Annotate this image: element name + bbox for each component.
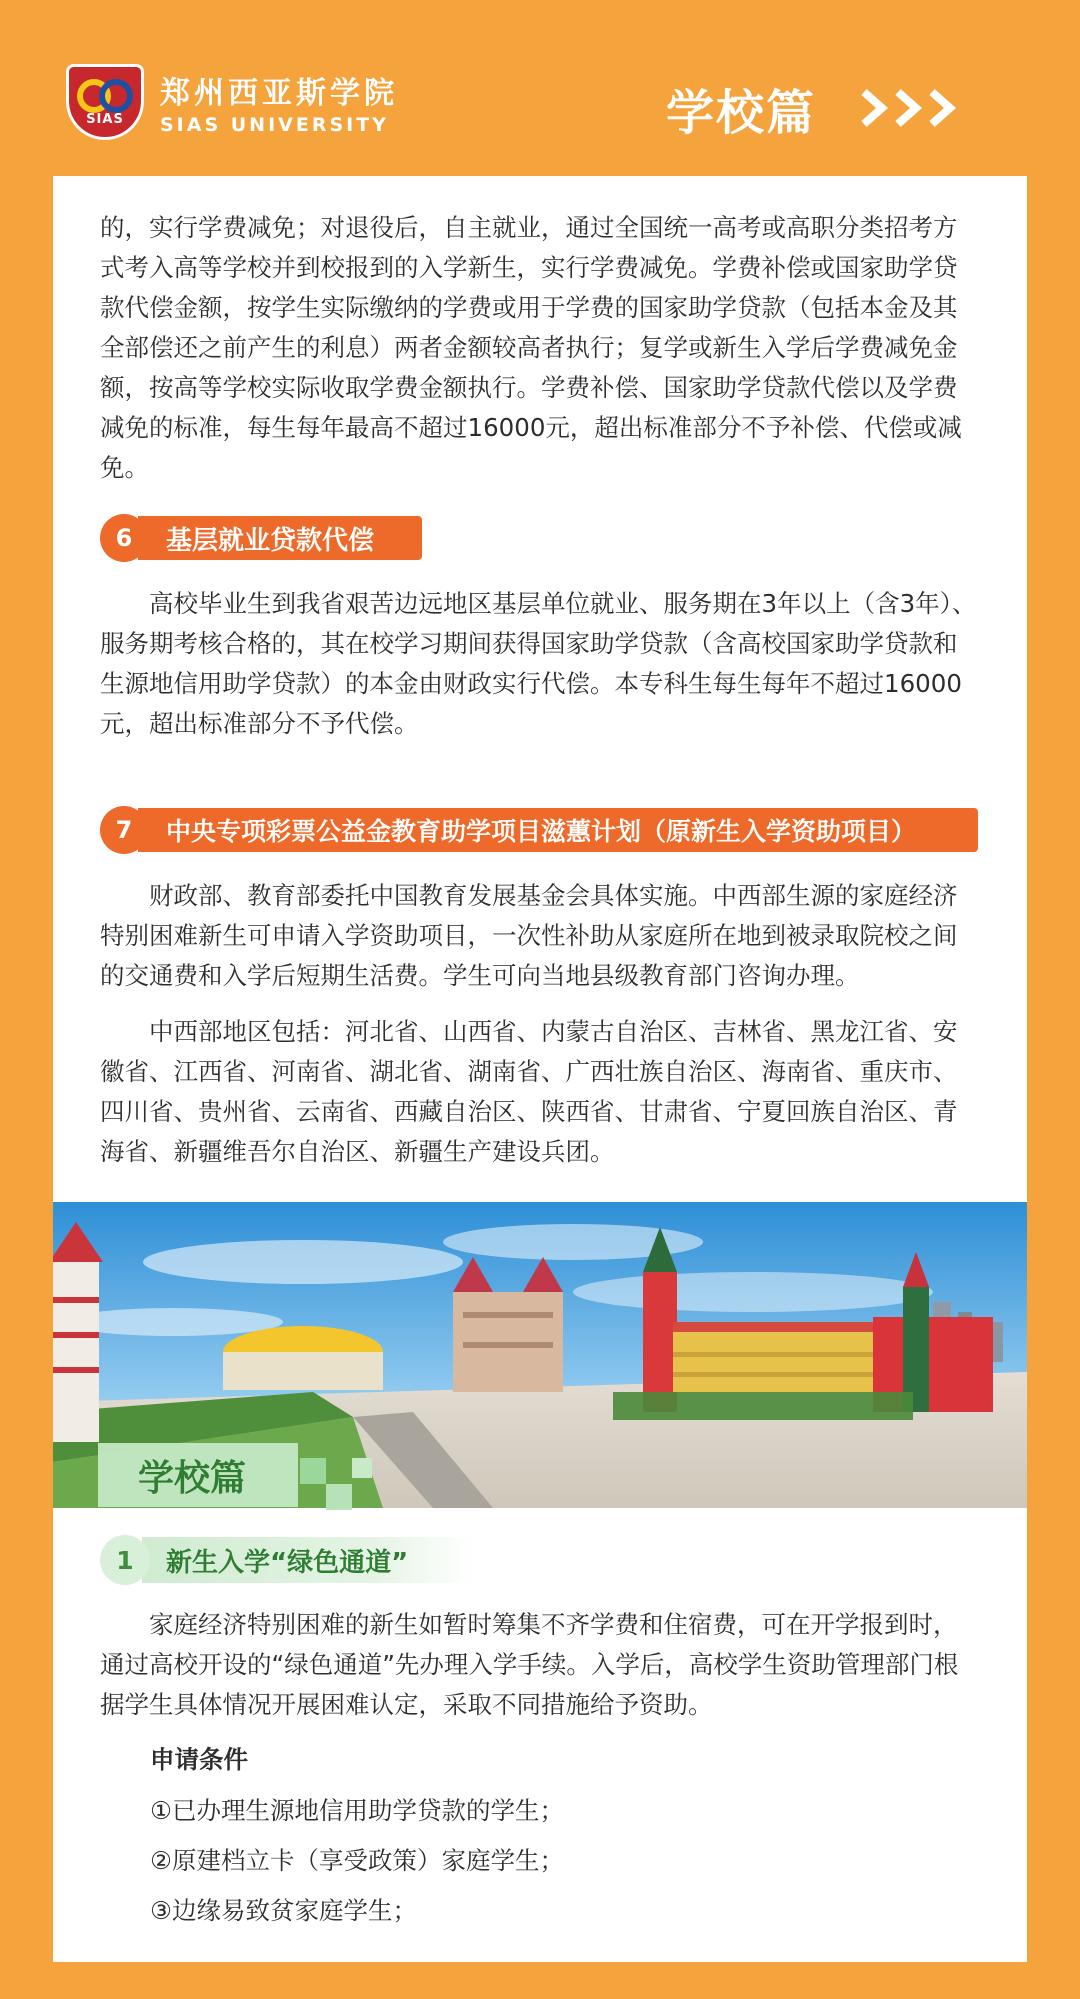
page-title: 学校篇 bbox=[666, 85, 817, 141]
school-name-cn: 郑州西亚斯学院 bbox=[160, 76, 398, 111]
decor-pixel bbox=[326, 1484, 352, 1510]
section-number: 7 bbox=[100, 806, 148, 854]
page-header bbox=[0, 0, 1080, 178]
sias-emblem-icon bbox=[66, 64, 144, 140]
conditions-title: 申请条件 bbox=[150, 1745, 248, 1774]
triple-chevron-right-icon bbox=[860, 86, 970, 134]
intro-paragraph: 的，实行学费减免；对退役后，自主就业，通过全国统一高考或高职分类招考方式考入高等学校并到校报到的入学新生，实行学费减免。学费补偿或国家助学贷款代偿金额，按学生实际缴纳的学费或用于学费的国家助学贷款（包括本金及其全部偿还之前产生的利息）两者金额较高者执行；复学或新生入学后学费减免金额，按高等学校实际收取学费金额执行。学费补偿、国家助学贷款代偿以及学费减免的标准，每生每年最高不超过16000元，超出标准部分不予补偿、代偿或减免。 bbox=[100, 213, 962, 482]
section-number: 1 bbox=[100, 1535, 150, 1585]
decor-pixel bbox=[300, 1458, 326, 1484]
school-logo bbox=[66, 64, 398, 140]
section-7-paragraph-2: 中西部地区包括：河北省、山西省、内蒙古自治区、吉林省、黑龙江省、安徽省、江西省、河南省、湖北省、湖南省、广西壮族自治区、海南省、重庆市、四川省、贵州省、云南省、西藏自治区、陕西省、甘肃省、宁夏回族自治区、青海省、新疆维吾尔自治区、新疆生产建设兵团。 bbox=[100, 1017, 958, 1166]
condition-item: ③边缘易致贫家庭学生； bbox=[150, 1896, 417, 1925]
section-6-paragraph: 高校毕业生到我省艰苦边远地区基层单位就业、服务期在3年以上（含3年）、服务期考核合格的，其在校学习期间获得国家助学贷款（含高校国家助学贷款和生源地信用助学贷款）的本金由财政实行代偿。本专科生每生每年不超过16000元，超出标准部分不予代偿。 bbox=[100, 589, 977, 738]
section-7-heading bbox=[100, 807, 978, 853]
green-channel-heading bbox=[100, 1535, 474, 1585]
emblem-text: SIAS bbox=[86, 112, 124, 127]
green-channel-paragraph: 家庭经济特别困难的新生如暂时筹集不齐学费和住宿费，可在开学报到时，通过高校开设的“绿色通道”先办理入学手续。入学后，高校学生资助管理部门根据学生具体情况开展困难认定，采取不同措施给予资助。 bbox=[100, 1610, 959, 1719]
school-name-en: SIAS UNIVERSITY bbox=[160, 114, 389, 136]
section-6-heading bbox=[100, 515, 422, 561]
section-title: 中央专项彩票公益金教育助学项目滋蕙计划（原新生入学资助项目） bbox=[138, 808, 978, 852]
section-number: 6 bbox=[100, 514, 148, 562]
section-title: 新生入学“绿色通道” bbox=[142, 1537, 474, 1583]
condition-item: ①已办理生源地信用助学贷款的学生； bbox=[150, 1796, 564, 1825]
condition-item: ②原建档立卡（享受政策）家庭学生； bbox=[150, 1846, 564, 1875]
section-7-paragraph-1: 财政部、教育部委托中国教育发展基金会具体实施。中西部生源的家庭经济特别困难新生可申请入学资助项目，一次性补助从家庭所在地到被录取院校之间的交通费和入学后短期生活费。学生可向当地县级教育部门咨询办理。 bbox=[100, 881, 958, 990]
section-title: 基层就业贷款代偿 bbox=[138, 516, 422, 560]
decor-pixel bbox=[352, 1458, 372, 1478]
photo-section-label: 学校篇 bbox=[98, 1443, 298, 1507]
